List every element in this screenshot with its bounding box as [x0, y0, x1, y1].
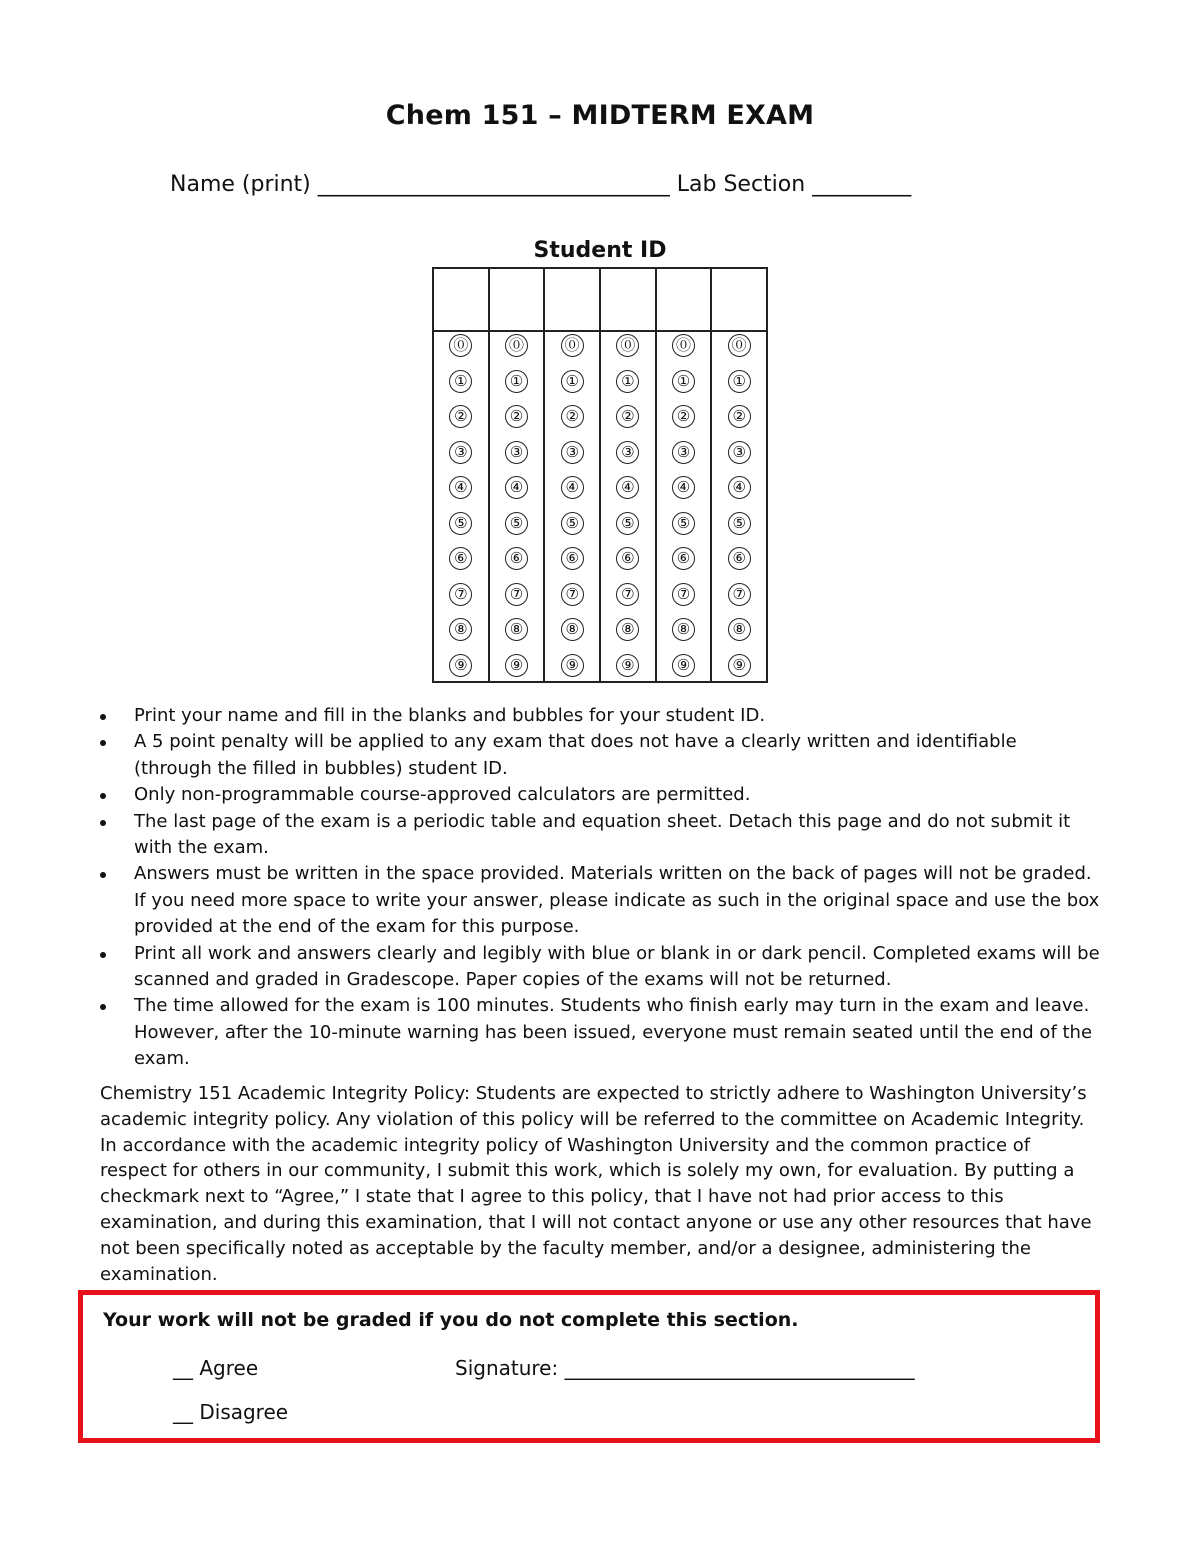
bubble-column — [712, 332, 766, 681]
instruction-text: The last page of the exam is a periodic table and equation sheet. Detach this page and do not submit it with the exam. — [134, 810, 1071, 859]
bullet-icon — [100, 952, 106, 958]
digit-bubble[interactable]: ⑤ — [672, 512, 695, 535]
digit-bubble[interactable]: ⑦ — [505, 583, 528, 606]
digit-bubble[interactable]: ① — [561, 370, 584, 393]
digit-bubble[interactable]: ⑨ — [505, 654, 528, 677]
instruction-text: A 5 point penalty will be applied to any exam that does not have a clearly written and identifiable (through the filled in bubbles) student ID. — [134, 731, 1017, 779]
bullet-icon — [100, 740, 106, 746]
student-id-digit-box[interactable] — [601, 269, 655, 332]
bubble-column — [601, 332, 655, 681]
bubble-column — [545, 332, 599, 681]
bubble-column — [434, 332, 488, 681]
lab-section-label: Lab Section — [676, 172, 806, 197]
digit-bubble[interactable]: ④ — [672, 476, 695, 499]
digit-bubble[interactable]: ⑤ — [505, 512, 528, 535]
digit-bubble[interactable]: ⑥ — [728, 547, 751, 570]
disagree-option[interactable]: __ Disagree — [173, 1400, 289, 1424]
digit-bubble[interactable]: ⑧ — [449, 618, 472, 641]
digit-bubble[interactable]: ④ — [616, 476, 639, 499]
instruction-text: Only non-programmable course-approved calculators are permitted. — [134, 784, 751, 806]
digit-bubble[interactable]: ② — [728, 405, 751, 428]
digit-bubble[interactable]: ⑧ — [672, 618, 695, 641]
student-id-digit-box[interactable] — [712, 269, 766, 332]
digit-bubble[interactable]: ① — [672, 370, 695, 393]
digit-bubble[interactable]: ④ — [728, 476, 751, 499]
digit-bubble[interactable]: ⑧ — [728, 618, 751, 641]
digit-bubble[interactable]: ③ — [561, 441, 584, 464]
digit-bubble[interactable]: ④ — [449, 476, 472, 499]
instruction-item — [100, 703, 1100, 729]
digit-bubble[interactable]: ③ — [728, 441, 751, 464]
signature-blank[interactable]: ___________________________________ — [564, 1356, 915, 1380]
instruction-text: The time allowed for the exam is 100 minutes. Students who finish early may turn in the exam and leave. However, after the 10-minute warning has been issued, everyone must remain seated until the end of the exam. — [134, 995, 1093, 1070]
digit-bubble[interactable]: ⑦ — [616, 583, 639, 606]
student-id-column — [490, 269, 546, 681]
digit-bubble[interactable]: ① — [505, 370, 528, 393]
student-id-column — [601, 269, 657, 681]
agree-option[interactable]: __ Agree — [173, 1356, 259, 1380]
name-label: Name (print) — [170, 172, 311, 197]
instruction-item — [100, 809, 1100, 862]
digit-bubble[interactable]: ⑥ — [672, 547, 695, 570]
instruction-item — [100, 782, 1100, 808]
student-id-column — [657, 269, 713, 681]
digit-bubble[interactable]: ⑥ — [505, 547, 528, 570]
signature-label: Signature: — [455, 1356, 559, 1380]
digit-bubble[interactable]: ⑧ — [561, 618, 584, 641]
academic-integrity-policy: Chemistry 151 Academic Integrity Policy: Students are expected to strictly adhere to Washington University’s academic integrity policy. Any violation of this policy will be referred to the committee on Academic Integrity. In accordance with the academic integrity policy of Washington University and the common practice of respect for others in our community, I submit this work, which is solely my own, for evaluation. By putting a checkmark next to “Agree,” I state that I agree to this policy, that I have not had prior access to this examination, and during this examination, that I will not contact anyone or use any other resources that have not been specifically noted as acceptable by the faculty member, and/or a designee, administering the examination. — [100, 1083, 1092, 1285]
student-id-digit-box[interactable] — [434, 269, 488, 332]
digit-bubble[interactable]: ⑨ — [672, 654, 695, 677]
digit-bubble[interactable]: ⑥ — [616, 547, 639, 570]
digit-bubble[interactable]: ⑨ — [728, 654, 751, 677]
bullet-icon — [100, 820, 106, 826]
digit-bubble[interactable]: ⑤ — [449, 512, 472, 535]
digit-bubble[interactable]: ④ — [505, 476, 528, 499]
digit-bubble[interactable]: ③ — [449, 441, 472, 464]
digit-bubble[interactable]: ① — [728, 370, 751, 393]
instruction-text: Answers must be written in the space provided. Materials written on the back of pages will not be graded. If you need more space to write your answer, please indicate as such in the original space and use the box provided at the end of the exam for this purpose. — [134, 863, 1100, 938]
student-id-digit-box[interactable] — [490, 269, 544, 332]
digit-bubble[interactable]: ③ — [672, 441, 695, 464]
digit-bubble[interactable]: ② — [616, 405, 639, 428]
digit-bubble[interactable]: ③ — [616, 441, 639, 464]
digit-bubble[interactable]: ⑦ — [561, 583, 584, 606]
bullet-icon — [100, 872, 106, 878]
agreement-warning: Your work will not be graded if you do not complete this section. — [103, 1309, 799, 1331]
student-id-column — [545, 269, 601, 681]
instruction-item — [100, 729, 1100, 782]
digit-bubble[interactable]: ③ — [505, 441, 528, 464]
digit-bubble[interactable]: ⑦ — [672, 583, 695, 606]
digit-bubble[interactable]: ⓪ — [561, 334, 584, 357]
digit-bubble[interactable]: ⑥ — [449, 547, 472, 570]
bubble-column — [657, 332, 711, 681]
instructions-list — [100, 703, 1100, 1073]
instruction-item — [100, 941, 1100, 994]
digit-bubble[interactable]: ② — [505, 405, 528, 428]
digit-bubble[interactable]: ⑥ — [561, 547, 584, 570]
instruction-item — [100, 861, 1100, 940]
digit-bubble[interactable]: ⓪ — [728, 334, 751, 357]
digit-bubble[interactable]: ⑧ — [616, 618, 639, 641]
digit-bubble[interactable]: ⓪ — [672, 334, 695, 357]
student-id-digit-box[interactable] — [657, 269, 711, 332]
digit-bubble[interactable]: ① — [449, 370, 472, 393]
name-blank[interactable]: ________________________________ — [317, 172, 670, 197]
instruction-item — [100, 993, 1100, 1072]
digit-bubble[interactable]: ⑧ — [505, 618, 528, 641]
student-id-grid — [432, 267, 768, 683]
student-id-column — [434, 269, 490, 681]
digit-bubble[interactable]: ⑦ — [728, 583, 751, 606]
digit-bubble[interactable]: ⑨ — [616, 654, 639, 677]
digit-bubble[interactable]: ② — [672, 405, 695, 428]
name-lab-line — [170, 172, 911, 197]
digit-bubble[interactable]: ⑨ — [449, 654, 472, 677]
instruction-text: Print your name and fill in the blanks and bubbles for your student ID. — [134, 705, 766, 726]
digit-bubble[interactable]: ② — [449, 405, 472, 428]
agreement-box — [78, 1290, 1100, 1443]
bullet-icon — [100, 714, 106, 720]
student-id-title: Student ID — [533, 238, 667, 263]
digit-bubble[interactable]: ⓪ — [505, 334, 528, 357]
digit-bubble[interactable]: ⓪ — [449, 334, 472, 357]
bullet-icon — [100, 1004, 106, 1010]
digit-bubble[interactable]: ⑤ — [728, 512, 751, 535]
digit-bubble[interactable]: ⑤ — [561, 512, 584, 535]
student-id-column — [712, 269, 766, 681]
digit-bubble[interactable]: ⑦ — [449, 583, 472, 606]
digit-bubble[interactable]: ⓪ — [616, 334, 639, 357]
instruction-text: Print all work and answers clearly and legibly with blue or blank in or dark pencil. Completed exams will be scanned and graded in Gradescope. Paper copies of the exams will not be returned. — [134, 942, 1100, 991]
exam-title: Chem 151 – MIDTERM EXAM — [385, 100, 815, 131]
digit-bubble[interactable]: ⑤ — [616, 512, 639, 535]
signature-line — [455, 1356, 915, 1380]
bullet-icon — [100, 793, 106, 799]
lab-section-blank[interactable]: _________ — [812, 172, 912, 197]
student-id-digit-box[interactable] — [545, 269, 599, 332]
digit-bubble[interactable]: ④ — [561, 476, 584, 499]
digit-bubble[interactable]: ② — [561, 405, 584, 428]
digit-bubble[interactable]: ① — [616, 370, 639, 393]
bubble-column — [490, 332, 544, 681]
digit-bubble[interactable]: ⑨ — [561, 654, 584, 677]
